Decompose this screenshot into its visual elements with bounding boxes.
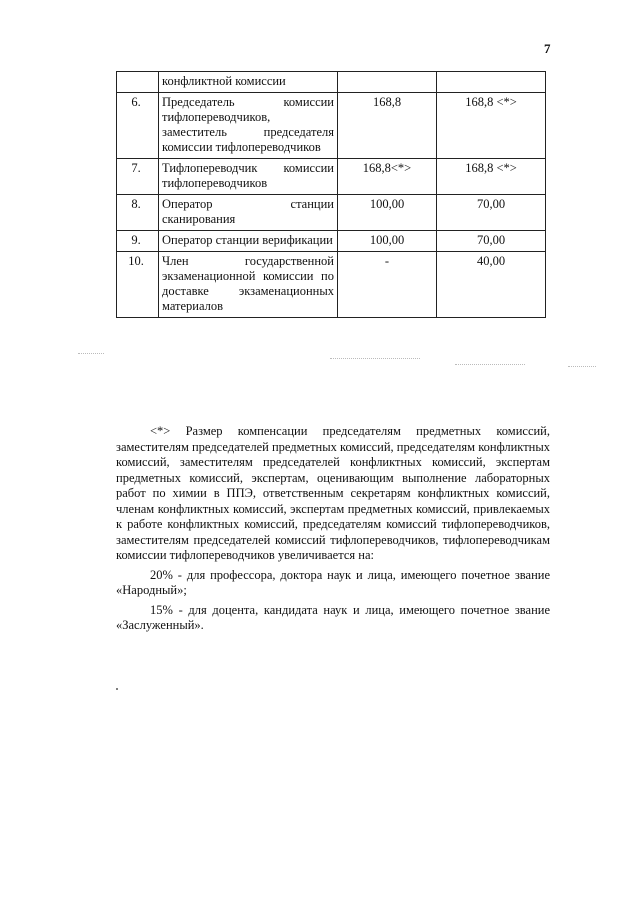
value-cell: 168,8<*>	[338, 159, 437, 195]
row-number: 6.	[117, 93, 159, 159]
scan-artifact	[455, 364, 525, 365]
table-row	[117, 195, 546, 231]
scan-artifact	[330, 358, 420, 359]
scan-speck	[116, 688, 118, 690]
value-cell: 100,00	[338, 195, 437, 231]
position-cell: конфликтной комиссии	[159, 72, 338, 93]
position-cell: Оператор станции верификации	[159, 231, 338, 252]
compensation-table	[116, 71, 546, 318]
page-number: 7	[544, 41, 551, 56]
value-cell: 70,00	[437, 195, 546, 231]
footnote	[116, 424, 550, 634]
scan-artifact	[568, 366, 596, 367]
value-cell: -	[338, 252, 437, 318]
position-cell: Член государственной экзаменационной комиссии по доставке экзаменационных материалов	[159, 252, 338, 318]
table-row	[117, 231, 546, 252]
row-number: 8.	[117, 195, 159, 231]
footnote-text: <*> Размер компенсации председателям предметных комиссий, заместителям председателей предметных комиссий, председателям конфликтных комиссий, заместителям председателей конфликтных комиссий, экспертам предметных комиссий, экспертам, оценивающим выполнение лабораторных работ по химии в ППЭ, ответственным секретарям конфликтных комиссий, членам конфликтных комиссий, экспертам предметных комиссий, привлекаемых к работе конфликтных комиссий, председателям комиссий тифлопереводчиков, заместителям председателей комиссий тифлопереводчиков, тифлопереводчикам комиссии тифлопереводчиков увеличивается на:	[116, 424, 550, 562]
value-cell: 168,8 <*>	[437, 159, 546, 195]
row-number: 10.	[117, 252, 159, 318]
table-row	[117, 252, 546, 318]
footnote-item: 15% - для доцента, кандидата наук и лица, имеющего почетное звание «Заслуженный».	[116, 602, 550, 632]
table-row	[117, 93, 546, 159]
value-cell: 168,8	[338, 93, 437, 159]
value-cell: 40,00	[437, 252, 546, 318]
value-cell: 70,00	[437, 231, 546, 252]
position-cell: Оператор станции сканирования	[159, 195, 338, 231]
footnote-item: 20% - для профессора, доктора наук и лица, имеющего почетное звание «Народный»;	[116, 567, 550, 597]
row-number: 9.	[117, 231, 159, 252]
value-cell	[437, 72, 546, 93]
position-cell: Тифлопереводчик комиссии тифлопереводчиков	[159, 159, 338, 195]
position-cell: Председатель комиссии тифлопереводчиков, заместитель председателя комиссии тифлопереводчиков	[159, 93, 338, 159]
table-row	[117, 72, 546, 93]
value-cell	[338, 72, 437, 93]
value-cell: 168,8 <*>	[437, 93, 546, 159]
row-number: 7.	[117, 159, 159, 195]
value-cell: 100,00	[338, 231, 437, 252]
scan-artifact	[78, 353, 104, 354]
row-number	[117, 72, 159, 93]
table-row	[117, 159, 546, 195]
